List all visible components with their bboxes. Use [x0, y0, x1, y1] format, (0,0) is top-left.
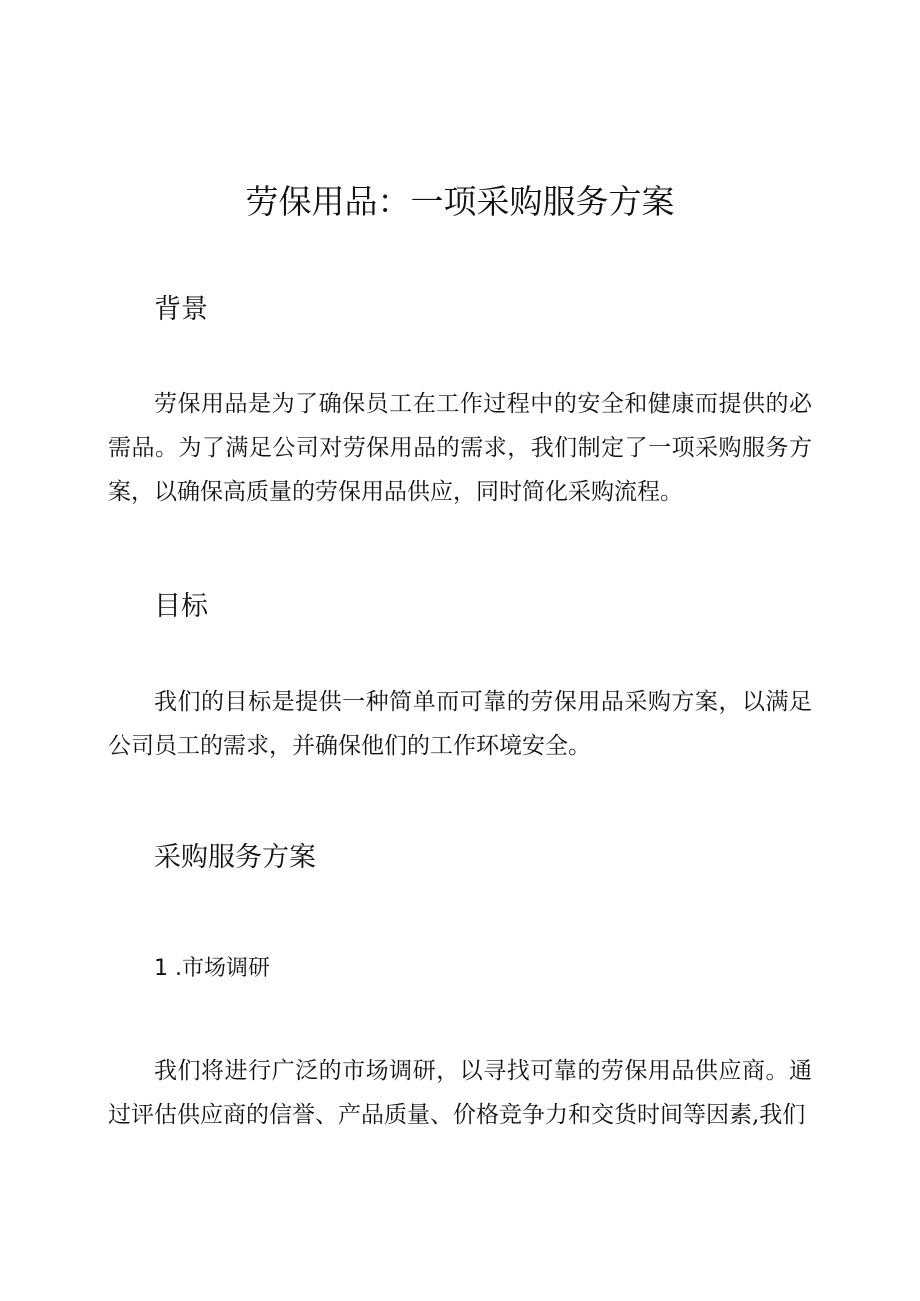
section-paragraph-background: 劳保用品是为了确保员工在工作过程中的安全和健康而提供的必需品。为了满足公司对劳保用品的需求，我们制定了一项采购服务方案，以确保高质量的劳保用品供应，同时简化采购流程。 [108, 391, 812, 505]
section-heading-goal: 目标 [154, 591, 208, 622]
subsection-paragraph-market-research: 我们将进行广泛的市场调研，以寻找可靠的劳保用品供应商。通过评估供应商的信誉、产品质量、价格竞争力和交货时间等因素,我们 [108, 1058, 812, 1128]
section-paragraph-goal: 我们的目标是提供一种简单而可靠的劳保用品采购方案，以满足公司员工的需求，并确保他们的工作环境安全。 [108, 689, 812, 759]
subsection-heading-market-research: 1 .市场调研 [154, 956, 270, 981]
section-heading-background: 背景 [154, 294, 208, 325]
section-heading-procurement-plan: 采购服务方案 [154, 842, 316, 873]
document-title: 劳保用品：一项采购服务方案 [245, 182, 675, 221]
